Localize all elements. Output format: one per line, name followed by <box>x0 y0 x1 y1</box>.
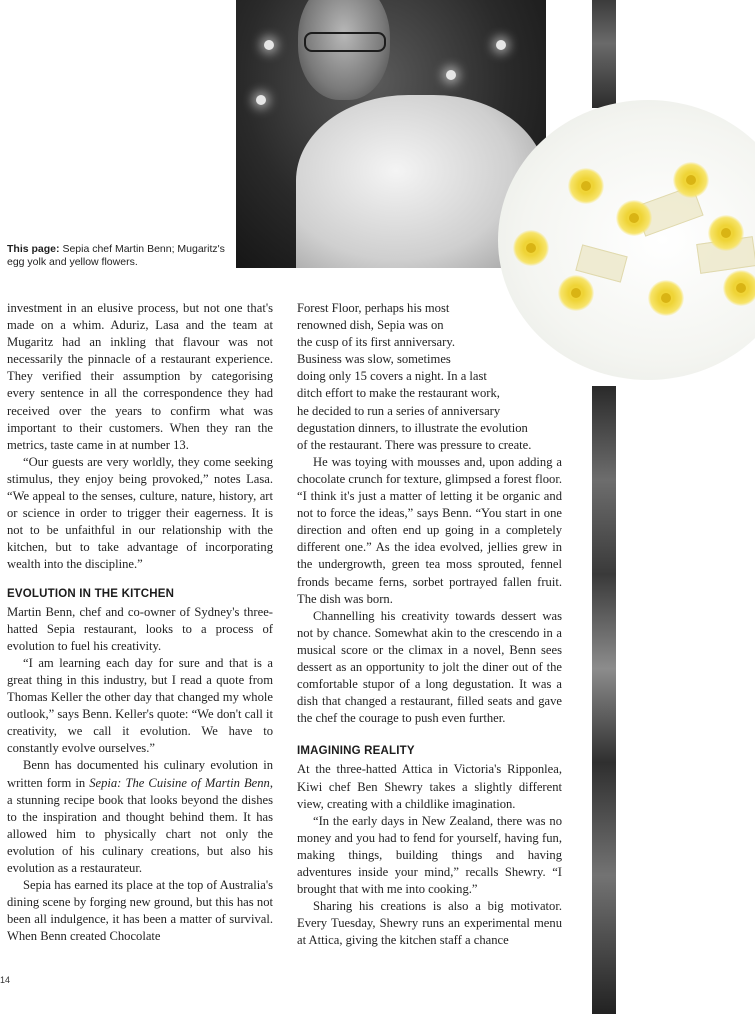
yellow-flower <box>723 270 755 306</box>
decorative-strip <box>592 386 616 1014</box>
text-line: the cusp of its first anniversary. <box>297 335 455 350</box>
caption-label: This page: <box>7 243 60 255</box>
background-light <box>496 40 506 50</box>
text-line: of the restaurant. There was pressure to create. <box>297 437 532 452</box>
caption-text: Sepia chef Martin Benn; Mugaritz's egg yolk and yellow flowers. <box>7 243 225 268</box>
wrapped-lines <box>297 300 562 454</box>
paragraph: Channelling his creativity towards dessert was not by chance. Somewhat akin to the crescendo in a musical score or the climax in a novel, Benn sees dessert as an opportunity to jolt the diner out of the comfortable stupor of a long degustation. It was a dish that changed a restaurant, filled seats and gave the chef the courage to push even further. <box>297 608 562 726</box>
paragraph-text: Benn has documented his culinary evolution in written form in <box>7 758 273 790</box>
text-line: Business was slow, sometimes <box>297 352 451 367</box>
paragraph: Sepia has earned its place at the top of Australia's dining scene by forging new ground, but this has not been all indulgence, it has been a matter of survival. When Benn created Chocolate <box>7 878 273 944</box>
background-light <box>256 95 266 105</box>
text-line: degustation dinners, to illustrate the evolution <box>297 420 528 435</box>
yellow-flower <box>558 275 594 311</box>
decorative-strip <box>592 0 616 108</box>
paragraph: He was toying with mousses and, upon adding a chocolate crunch for texture, glimpsed a forest floor. “I think it's just a matter of letting it be organic and not to force the ideas,” says Benn. “You start in one direction and often end up going in a completely different one.” As the idea evolved, jellies grew in the undergrowth, green tea moss sprouted, fennel fronds became ferns, sorbet portrayed fallen fruit. The dish was born. <box>297 454 562 606</box>
paragraph: Sharing his creations is also a big motivator. Every Tuesday, Shewry runs an experimental menu at Attica, giving the kitchen staff a chance <box>297 899 562 948</box>
section-heading: EVOLUTION IN THE KITCHEN <box>7 587 175 600</box>
text-line: renowned dish, Sepia was on <box>297 318 444 333</box>
chef-glasses <box>304 32 386 52</box>
section-heading: IMAGINING REALITY <box>297 745 415 758</box>
yellow-flower <box>568 168 604 204</box>
page-number: 14 <box>0 975 11 985</box>
paragraph <box>7 757 273 877</box>
paragraph: “I am learning each day for sure and that is a great thing in this industry, but I read a quote from Thomas Keller the other day that changed my whole outlook,” says Benn. Keller's quote: “We don't call it creativity, we call it evolution. We have to constantly evolve ourselves.” <box>7 655 273 756</box>
book-title: Sepia: The Cuisine of Martin Benn <box>89 775 270 790</box>
paragraph: Martin Benn, chef and co-owner of Sydney's three-hatted Sepia restaurant, looks to a process of evolution to fuel his creativity. <box>7 604 273 653</box>
photo-caption <box>7 243 227 269</box>
left-column <box>7 300 273 945</box>
background-light <box>446 70 456 80</box>
yellow-flower <box>616 200 652 236</box>
yellow-flower <box>673 162 709 198</box>
yellow-flower <box>513 230 549 266</box>
text-line: ditch effort to make the restaurant work, <box>297 386 500 401</box>
background-light <box>264 40 274 50</box>
yellow-flower <box>708 215 744 251</box>
middle-column <box>297 300 562 949</box>
paragraph: investment in an elusive process, but not one that's made on a whim. Aduriz, Lasa and the team at Mugaritz had an inkling that flavour was not necessarily the pinnacle of a restaurant experience. They verified their assumption by categorising every sentence in all the correspondence they had received over the years to confirm what was important to their customers. When they ran the metrics, taste came in at number 13. <box>7 301 273 452</box>
text-line: Forest Floor, perhaps his most <box>297 301 450 315</box>
text-line: doing only 15 covers a night. In a last <box>297 369 487 384</box>
paragraph-text: , a stunning recipe book that looks beyond the dishes to the inspiration and thought behind them. It has allowed him to physically chart not only the evolution of his culinary creations, but also his evolution as a restaurateur. <box>7 775 273 875</box>
text-line: he decided to run a series of anniversary <box>297 403 501 418</box>
paragraph: At the three-hatted Attica in Victoria's Ripponlea, Kiwi chef Ben Shewry takes a slightly different view, creating with a childlike imagination. <box>297 762 562 811</box>
paragraph: “In the early days in New Zealand, there was no money and you had to fend for yourself, having fun, making things, building things and having adventures inside your mind,” recalls Shewry. “I brought that with me into cooking.” <box>297 813 562 897</box>
paragraph: “Our guests are very worldly, they come seeking stimulus, they enjoy being provoked,” notes Lasa. “We appeal to the senses, culture, nature, history, art or science in order to trigger their eagerness. It is not to be unfaithful in our relationship with the kitchen, but to take advantage of incorporating wealth into the discipline.” <box>7 454 273 572</box>
yellow-flower <box>648 280 684 316</box>
